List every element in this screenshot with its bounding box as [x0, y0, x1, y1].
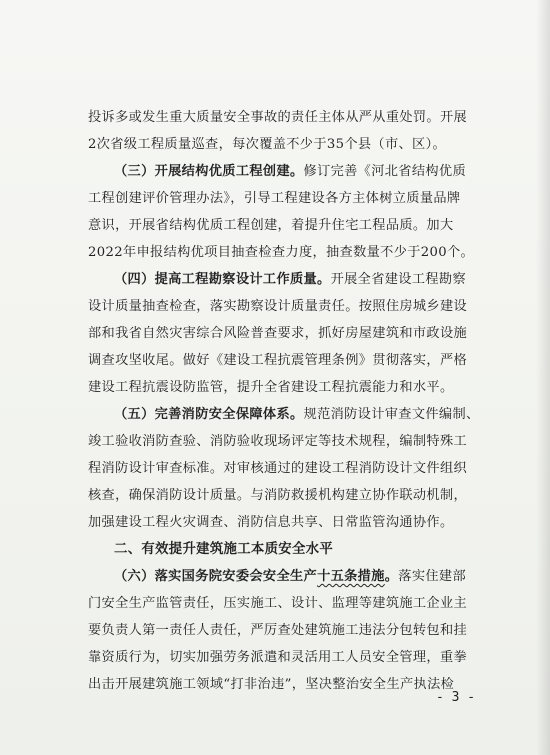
text-line: 出击开展建筑施工领域“打非治违”，坚决整治安全生产执法检	[88, 677, 455, 692]
underlined-phrase: 十五条措施	[317, 569, 385, 584]
document-body	[88, 104, 480, 698]
text-line: 2次省级工程质量巡查，每次覆盖不少于35个县（市、区）。	[88, 137, 447, 152]
paragraph-lead-line	[88, 401, 480, 428]
paragraph-lead-line	[88, 563, 466, 590]
text-line: 2022年申报结构优项目抽查检查力度，抽查数量不少于200个。	[88, 245, 475, 260]
text-line: 意识，开展省结构优质工程创建，着提升住宅工程品质。加大	[88, 218, 454, 233]
text-fragment: 规范消防设计审查文件编制、	[303, 407, 480, 422]
text-line: 程消防设计审查标准。对审核通过的建设工程消防设计文件组织	[88, 461, 468, 476]
text-line: 部和我省自然灾害综合风险普查要求，抓好房屋建筑和市政设施	[88, 326, 468, 341]
text-line: 工程创建评价管理办法》，引导工程建设各方主体树立质量品牌	[88, 191, 461, 206]
paragraph-lead-line	[88, 266, 466, 293]
text-line: 靠资质行为，切实加强劳务派遣和灵活用工人员安全管理，重拳	[88, 650, 468, 665]
text-line: 加强建设工程火灾调查、消防信息共享、日常监管沟通协作。	[88, 515, 454, 530]
text-line: 投诉多或发生重大质量安全事故的责任主体从严从重处罚。开展	[88, 110, 468, 125]
text-line: 建设工程抗震设防监管，提升全省建设工程抗震能力和水平。	[88, 380, 454, 395]
text-line: 门安全生产监管责任，压实施工、设计、监理等建筑施工企业主	[88, 596, 468, 611]
text-line: 设计质量抽查检查，落实勘察设计质量责任。按照住房城乡建设	[88, 299, 468, 314]
text-line: 竣工验收消防查验、消防验收现场评定等技术规程，编制特殊工	[88, 434, 468, 449]
text-line: 核查，确保消防设计质量。与消防救援机构建立协作联动机制，	[88, 488, 468, 503]
page-edge-shadow	[536, 0, 550, 755]
text-fragment: 修订完善《河北省结构优质	[303, 164, 466, 179]
paragraph-lead-line	[88, 158, 466, 185]
section-lead: （四）提高工程勘察设计工作质量。	[114, 272, 331, 287]
text-fragment: 开展全省建设工程勘察	[330, 272, 466, 287]
section-lead: （三）开展结构优质工程创建。	[114, 164, 304, 179]
text-line: 调查攻坚收尾。做好《建设工程抗震管理条例》贯彻落实，严格	[88, 353, 468, 368]
section-lead: （五）完善消防安全保障体系。	[114, 407, 304, 422]
text-fragment: 落实住建部	[398, 569, 466, 584]
page-number: - 3 -	[436, 690, 476, 705]
section-lead-suffix: 。	[384, 569, 399, 584]
section-heading: 二、有效提升建筑施工本质安全水平	[114, 542, 334, 557]
text-line: 要负责人第一责任人责任，严厉查处建筑施工违法分包转包和挂	[88, 623, 468, 638]
section-lead: （六）落实国务院安委会安全生产	[114, 569, 318, 584]
